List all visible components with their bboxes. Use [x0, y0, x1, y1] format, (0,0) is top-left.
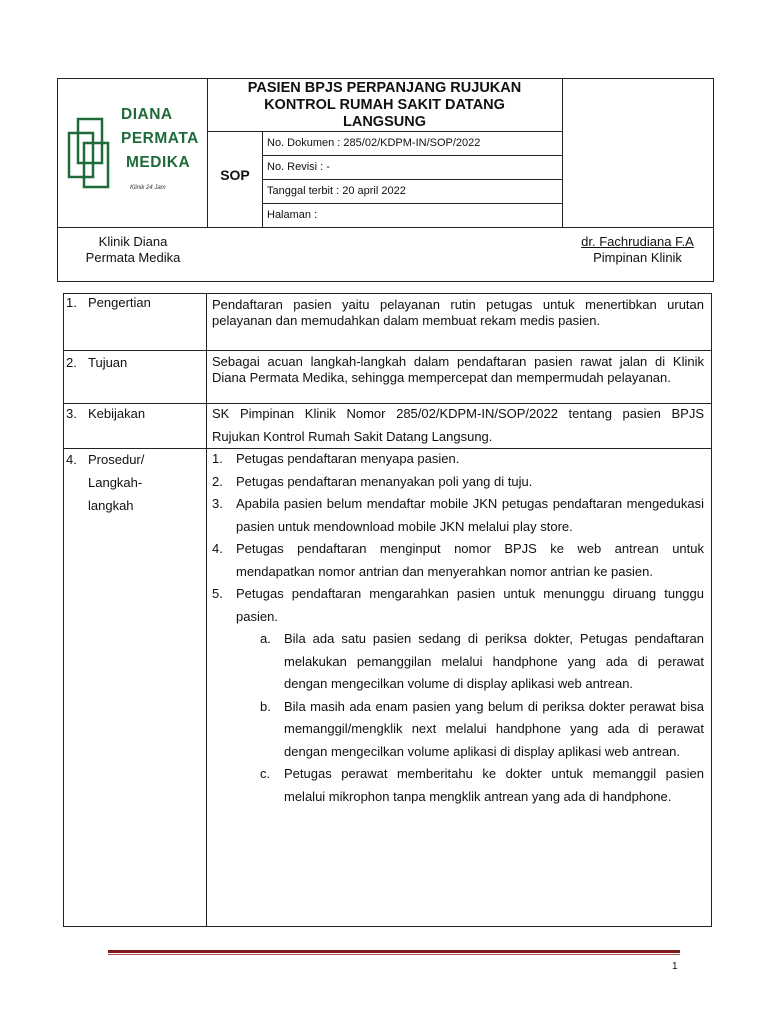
row-label-kebijakan	[66, 402, 145, 425]
logo-tagline: Klinik 24 Jam	[130, 185, 166, 191]
row-label: Tujuan	[88, 355, 128, 370]
divider	[262, 155, 562, 156]
substep-letter: b.	[260, 698, 271, 714]
row-number: 2.	[66, 355, 77, 370]
logo-mark-icon	[66, 113, 126, 203]
row-text-kebijakan: SK Pimpinan Klinik Nomor 285/02/KDPM-IN/SOP/2022 tentang pasien BPJS Rujukan Kontrol Rumah Sakit Datang Langsung.	[212, 406, 704, 444]
list-item	[212, 538, 704, 583]
step-number: 5.	[212, 586, 223, 601]
step-number: 3.	[212, 496, 223, 511]
sop-body-table	[63, 293, 712, 927]
step-text: Petugas pendaftaran mengarahkan pasien untuk menunggu diruang tunggu pasien.	[236, 586, 704, 624]
clinic-name-line: Klinik Diana	[98, 234, 168, 249]
footer-rule	[108, 950, 680, 953]
clinic-logo	[66, 103, 206, 203]
signatory	[561, 234, 714, 266]
divider	[262, 203, 562, 204]
row-label: langkah	[88, 498, 134, 513]
substep-text: Petugas perawat memberitahu ke dokter untuk memanggil pasien melalui mikrophon tanpa mengklik antrean yang ada di handphone.	[284, 766, 704, 804]
row-label: Langkah-	[88, 475, 143, 490]
revision-number: No. Revisi : -	[267, 161, 330, 173]
page-field: Halaman :	[267, 209, 318, 221]
doctor-name: dr. Fachrudiana F.A	[581, 234, 694, 249]
page-number: 1	[672, 961, 678, 972]
divider	[206, 294, 207, 926]
row-label: Kebijakan	[88, 406, 146, 421]
substep-text: Bila masih ada enam pasien yang belum di periksa dokter perawat bisa memanggil/mengklik next melalui handphone yang ada di perawat dengan mengecilkan volume aplikasi di display aplikasi web antrean.	[284, 698, 704, 759]
step-number: 1.	[212, 451, 223, 466]
title-line: KONTROL RUMAH SAKIT DATANG	[264, 97, 505, 113]
divider	[562, 79, 563, 227]
substep-letter: a.	[260, 631, 271, 646]
row-number: 4.	[66, 452, 77, 467]
title-line: LANGSUNG	[343, 114, 426, 130]
step-text: Apabila pasien belum mendaftar mobile JKN petugas pendaftaran mengedukasi pasien untuk mendownload mobile JKN melalui play store.	[236, 496, 704, 534]
doctor-role: Pimpinan Klinik	[593, 250, 682, 265]
divider	[58, 227, 713, 228]
clinic-name	[58, 234, 208, 266]
substep-letter: c.	[260, 766, 271, 781]
step-text: Petugas pendaftaran menginput nomor BPJS ke web antrean untuk mendapatkan nomor antrian dan menyerahkan nomor antrian ke pasien.	[236, 541, 704, 579]
step-text: Petugas pendaftaran menanyakan poli yang di tuju.	[236, 473, 533, 489]
logo-text-line3: MEDIKA	[126, 154, 191, 171]
logo-text-line2: PERMATA	[121, 130, 199, 147]
list-item	[212, 471, 704, 494]
substep-text: Bila ada satu pasien sedang di periksa dokter, Petugas pendaftaran melakukan pemanggilan melalui handphone yang ada di perawat dengan mengecilkan volume di display aplikasi web antrean.	[284, 631, 704, 691]
row-label-pengertian	[66, 291, 151, 314]
sop-label: SOP	[220, 167, 250, 183]
logo-text-line1: DIANA	[121, 106, 173, 123]
divider	[64, 350, 711, 351]
divider	[207, 131, 562, 132]
row-label: Pengertian	[88, 295, 151, 310]
list-subitem	[212, 628, 704, 696]
row-label-tujuan	[66, 351, 127, 374]
title-line: PASIEN BPJS PERPANJANG RUJUKAN	[247, 80, 522, 96]
row-number: 1.	[66, 295, 77, 310]
document-number: No. Dokumen : 285/02/KDPM-IN/SOP/2022	[267, 137, 481, 149]
step-number: 2.	[212, 473, 223, 489]
row-label: Prosedur/	[88, 452, 145, 467]
list-subitem	[212, 763, 704, 808]
document-title	[208, 80, 561, 131]
row-text-tujuan: Sebagai acuan langkah-langkah dalam pendaftaran pasien rawat jalan di Klinik Diana Permata Medika, sehingga mempercepat dan mempermudah pelayanan.	[212, 354, 704, 385]
divider	[262, 179, 562, 180]
list-subitem	[212, 696, 704, 764]
list-item	[212, 493, 704, 538]
row-text-pengertian: Pendaftaran pasien yaitu pelayanan rutin petugas untuk menertibkan urutan pelayanan dan memudahkan dalam membuat rekam medis pasien.	[212, 297, 704, 328]
procedure-list	[212, 448, 704, 808]
step-text: Petugas pendaftaran menyapa pasien.	[236, 451, 460, 466]
step-number: 4.	[212, 541, 223, 556]
issue-date: Tanggal terbit : 20 april 2022	[267, 185, 406, 197]
footer-rule	[108, 954, 680, 955]
clinic-name-line: Permata Medika	[85, 250, 181, 265]
list-item	[212, 583, 704, 628]
row-label-prosedur	[66, 448, 144, 517]
sop-header-table	[57, 78, 714, 282]
list-item	[212, 448, 704, 471]
row-number: 3.	[66, 406, 77, 421]
